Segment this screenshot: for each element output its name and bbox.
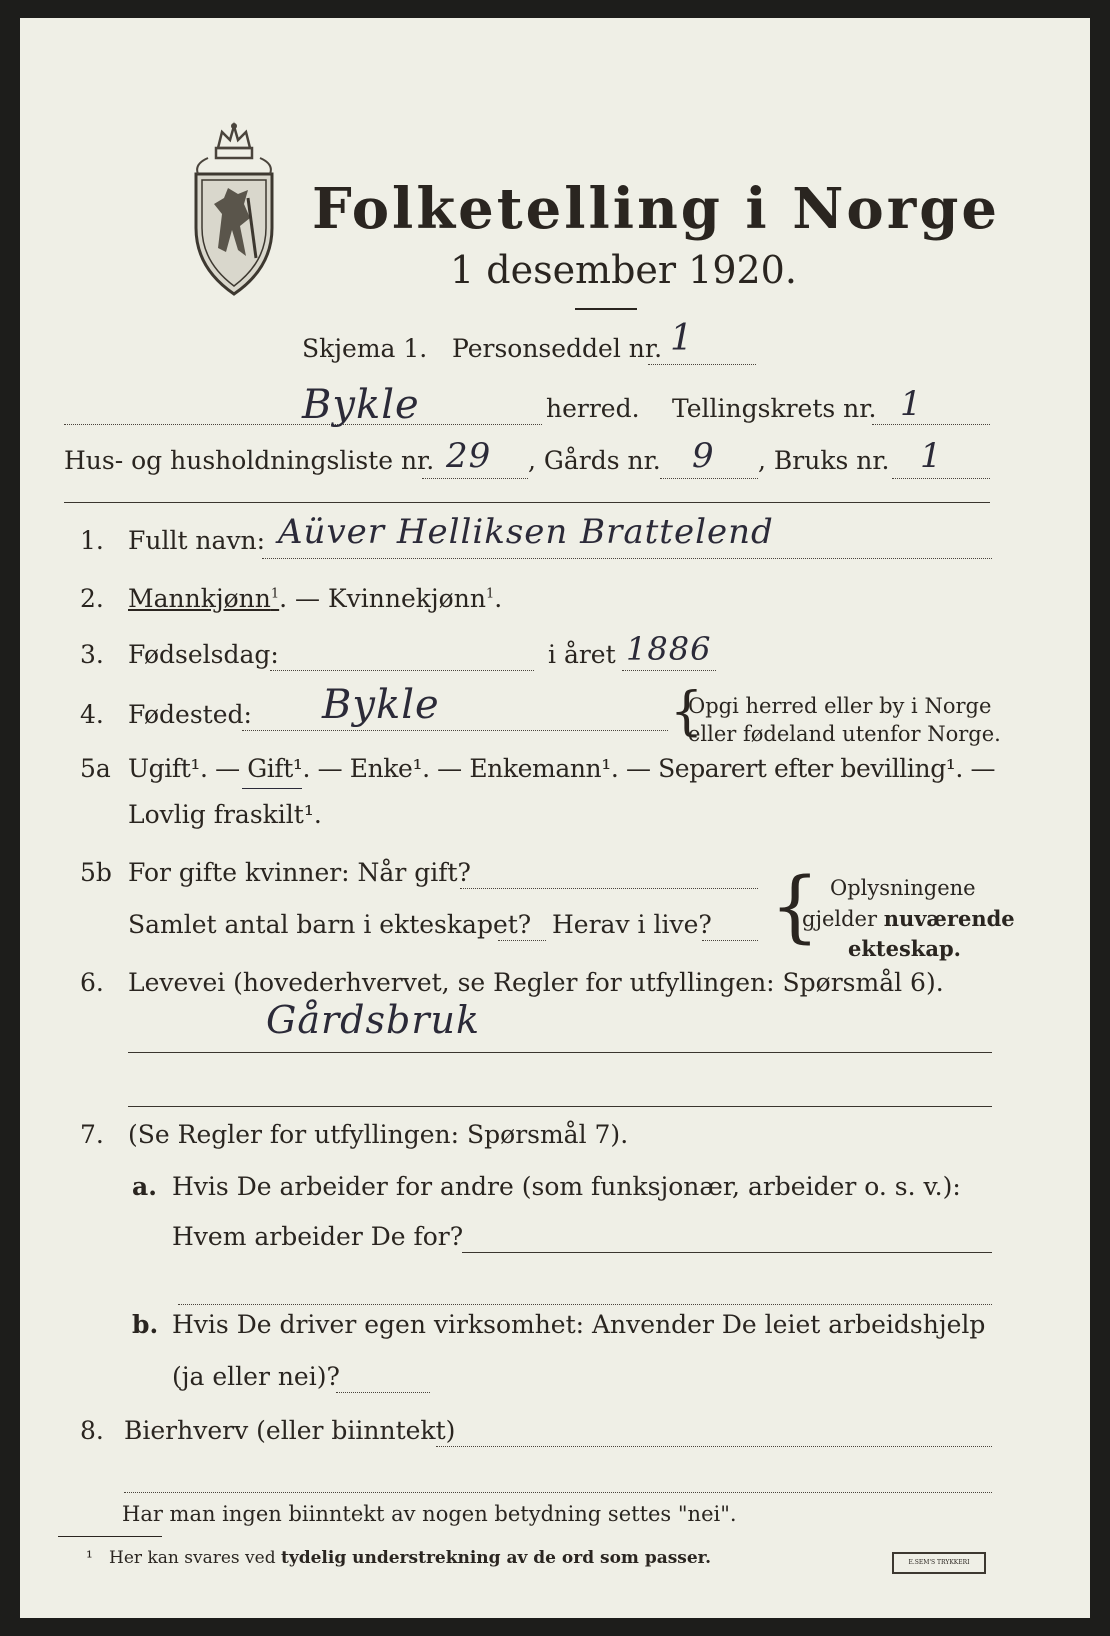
q5b-note3: ekteskap.: [848, 936, 961, 961]
husliste-value: 29: [446, 436, 492, 476]
title-divider: [575, 308, 637, 310]
q7-number: 7.: [80, 1120, 104, 1149]
kvinnekjonn-option[interactable]: Kvinnekjønn$^1$: [327, 584, 495, 613]
employer-field-line2[interactable]: [178, 1304, 992, 1305]
q4-number: 4.: [80, 700, 104, 729]
q6-number: 6.: [80, 968, 104, 997]
children-alive-field[interactable]: [702, 940, 758, 941]
occupation-field-line2[interactable]: [128, 1106, 992, 1107]
personseddel-field[interactable]: [648, 364, 756, 365]
gards-value: 9: [692, 436, 715, 476]
birthday-field[interactable]: [270, 670, 534, 671]
husliste-label: Hus- og husholdningsliste nr.: [64, 446, 435, 475]
q4-note-line1: Opgi herred eller by i Norge: [688, 694, 992, 718]
bruks-field[interactable]: [892, 478, 990, 479]
hired-help-field[interactable]: [336, 1392, 430, 1393]
q1-value: Aüver Helliksen Brattelend: [278, 512, 774, 552]
q5b-label2: Samlet antal barn i ekteskapet?: [128, 910, 532, 939]
q4-note-line2: eller fødeland utenfor Norge.: [688, 722, 1001, 746]
q7a-line1: Hvis De arbeider for andre (som funksjonær, arbeider o. s. v.):: [172, 1172, 961, 1201]
q4-label: Fødested:: [128, 700, 252, 729]
bruks-value: 1: [920, 436, 943, 476]
q2-options: Mannkjønn$^1$. — Kvinnekjønn$^1$.: [128, 584, 503, 613]
year-value: 1886: [626, 630, 712, 668]
side-income-field[interactable]: [436, 1446, 992, 1447]
q3-label: Fødselsdag:: [128, 640, 279, 669]
tellingskrets-field[interactable]: [872, 424, 990, 425]
birthplace-field[interactable]: [242, 730, 668, 731]
q4-brace: {: [670, 682, 704, 742]
gards-label: , Gårds nr.: [528, 446, 661, 475]
q1-number: 1.: [80, 526, 104, 555]
side-income-field-line2[interactable]: [124, 1492, 992, 1493]
personseddel-value: 1: [670, 318, 694, 359]
q5b-note1: Oplysningene: [830, 876, 976, 900]
children-count-field[interactable]: [498, 940, 546, 941]
employer-field[interactable]: [462, 1252, 992, 1253]
bruks-label: , Bruks nr.: [758, 446, 890, 475]
q7b-line1: Hvis De driver egen virksomhet: Anvender De leiet arbeidshjelp: [172, 1310, 986, 1339]
birthplace-value: Bykle: [322, 682, 440, 728]
occupation-field-line1[interactable]: [128, 1052, 992, 1053]
married-date-field[interactable]: [460, 888, 758, 889]
year-field[interactable]: [622, 670, 716, 671]
q8-label: Bierhverv (eller biinntekt): [124, 1416, 456, 1445]
q5b-note2: gjelder nuværende: [802, 906, 1015, 931]
personseddel-label: Personseddel nr.: [452, 334, 663, 363]
q5b-number: 5b: [80, 858, 112, 887]
herred-value: Bykle: [302, 382, 420, 428]
q7a-line2: Hvem arbeider De for?: [172, 1222, 464, 1251]
q5a-options[interactable]: Ugift¹. — Gift¹. — Enke¹. — Enkemann¹. — Separert efter bevilling¹. —: [128, 754, 996, 783]
form-date: 1 desember 1920.: [450, 248, 797, 292]
q5a-options-line2[interactable]: Lovlig fraskilt¹.: [128, 800, 322, 829]
q2-number: 2.: [80, 584, 104, 613]
tellingskrets-value: 1: [900, 384, 923, 424]
header-divider: [64, 502, 990, 503]
tellingskrets-label: Tellingskrets nr.: [672, 394, 877, 423]
herred-label: herred.: [546, 394, 640, 423]
gift-underline: [242, 788, 302, 789]
q8-note: Har man ingen biinntekt av nogen betydning settes "nei".: [122, 1502, 737, 1526]
q8-number: 8.: [80, 1416, 104, 1445]
form-title: Folketelling i Norge: [312, 176, 1001, 242]
occupation-value: Gårdsbruk: [266, 998, 480, 1042]
q7b-number: b.: [132, 1310, 159, 1339]
printer-stamp: E.SEM'S TRYKKERI: [892, 1552, 986, 1574]
q5b-label1: For gifte kvinner: Når gift?: [128, 858, 471, 887]
q7b-line2: (ja eller nei)?: [172, 1362, 340, 1391]
schema-label: Skjema 1.: [302, 334, 428, 363]
q6-label: Levevei (hovederhvervet, se Regler for utfyllingen: Spørsmål 6).: [128, 968, 944, 997]
mannkjonn-option[interactable]: Mannkjønn$^1$: [128, 584, 280, 613]
q1-label: Fullt navn:: [128, 526, 266, 555]
footnote: ¹ Her kan svares ved tydelig understrekning av de ord som passer.: [86, 1548, 711, 1568]
q7a-number: a.: [132, 1172, 157, 1201]
gards-field[interactable]: [660, 478, 758, 479]
q3-number: 3.: [80, 640, 104, 669]
q1-field[interactable]: [262, 558, 992, 559]
q5a-number: 5a: [80, 754, 111, 783]
footnote-divider: [58, 1536, 162, 1537]
norwegian-coat-of-arms-icon: [188, 118, 280, 298]
q5b-brace: {: [770, 862, 820, 952]
husliste-field[interactable]: [422, 478, 528, 479]
year-label: i året: [548, 640, 616, 669]
q5b-label3: Herav i live?: [552, 910, 712, 939]
q7-label: (Se Regler for utfyllingen: Spørsmål 7).: [128, 1120, 629, 1149]
census-form: [20, 18, 1090, 1618]
